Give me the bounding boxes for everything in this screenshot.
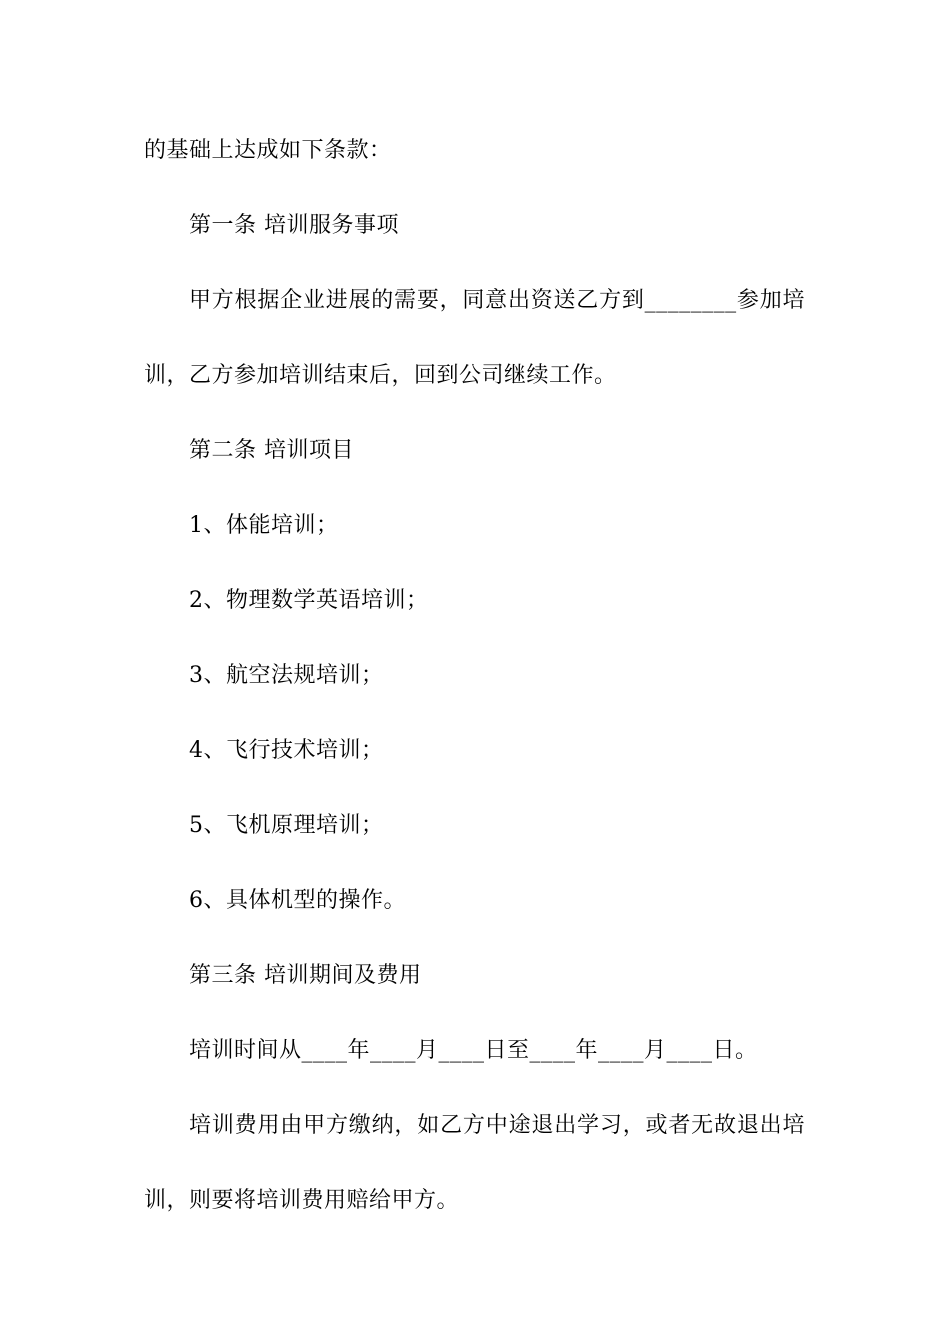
- training-period-line: 培训时间从____年____月____日至____年____月____日。: [189, 1038, 758, 1063]
- training-item-6: 6、具体机型的操作。: [189, 888, 406, 913]
- article-3-heading: 第三条 培训期间及费用: [189, 963, 422, 988]
- article-2-heading: 第二条 培训项目: [189, 438, 354, 463]
- training-item-2: 2、物理数学英语培训；: [189, 588, 429, 613]
- training-item-3: 3、航空法规培训；: [189, 663, 384, 688]
- training-item-4: 4、飞行技术培训；: [189, 738, 384, 763]
- training-item-5: 5、飞机原理培训；: [189, 813, 384, 838]
- paragraph-continuation: 的基础上达成如下条款：: [144, 138, 392, 163]
- training-cost-line-2: 训，则要将培训费用赔给甲方。: [144, 1188, 460, 1213]
- article-1-heading: 第一条 培训服务事项: [189, 213, 399, 238]
- training-item-1: 1、体能培训；: [189, 513, 339, 538]
- article-1-paragraph-line-1: 甲方根据企业进展的需要，同意出资送乙方到________参加培: [189, 288, 805, 313]
- article-1-paragraph-line-2: 训，乙方参加培训结束后，回到公司继续工作。: [144, 363, 617, 388]
- training-cost-line-1: 培训费用由甲方缴纳，如乙方中途退出学习，或者无故退出培: [189, 1113, 805, 1138]
